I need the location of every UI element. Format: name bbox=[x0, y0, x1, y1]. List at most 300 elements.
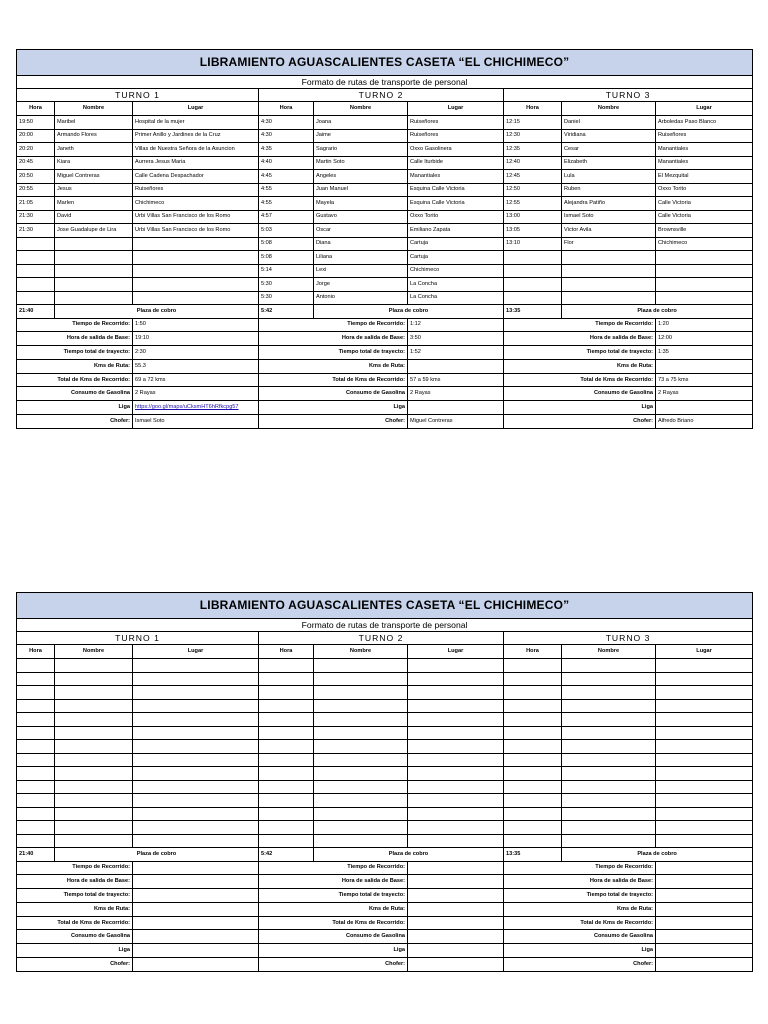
info-value[interactable]: 2 Rayas bbox=[133, 387, 259, 401]
cell-nombre[interactable] bbox=[562, 834, 656, 848]
cell-nombre[interactable]: Armando Flores bbox=[55, 129, 133, 143]
info-value[interactable]: 1:35 bbox=[656, 346, 753, 360]
info-value[interactable] bbox=[408, 889, 504, 903]
cell-hora[interactable] bbox=[17, 251, 55, 265]
cell-nombre[interactable] bbox=[562, 713, 656, 727]
route-map-link[interactable]: https://goo.gl/maps/uCksmHT6hRfkcpg57 bbox=[135, 404, 239, 411]
cell-hora[interactable] bbox=[504, 767, 562, 781]
cell-hora[interactable]: 4:30 bbox=[259, 116, 314, 130]
info-value[interactable] bbox=[133, 902, 259, 916]
cell-nombre[interactable]: Flor bbox=[562, 237, 656, 251]
cell-nombre[interactable] bbox=[562, 794, 656, 808]
cell-lugar[interactable] bbox=[133, 807, 259, 821]
cell-hora[interactable] bbox=[259, 821, 314, 835]
cell-nombre[interactable] bbox=[562, 699, 656, 713]
cell-nombre[interactable]: Elizabeth bbox=[562, 156, 656, 170]
cell-lugar[interactable]: La Concha bbox=[408, 291, 504, 305]
cell-lugar[interactable] bbox=[656, 807, 753, 821]
cell-lugar[interactable]: Aurrera Jesus Maria bbox=[133, 156, 259, 170]
cell-hora[interactable] bbox=[504, 821, 562, 835]
cell-lugar[interactable] bbox=[133, 672, 259, 686]
cell-lugar[interactable]: Manantiales bbox=[408, 170, 504, 184]
info-value[interactable] bbox=[656, 359, 753, 373]
cell-hora[interactable] bbox=[17, 767, 55, 781]
cell-hora[interactable] bbox=[504, 672, 562, 686]
cell-hora[interactable] bbox=[504, 686, 562, 700]
cell-nombre[interactable]: Lula bbox=[562, 170, 656, 184]
cell-nombre[interactable]: Joana bbox=[314, 116, 408, 130]
cell-hora[interactable]: 5:08 bbox=[259, 237, 314, 251]
cell-lugar[interactable] bbox=[656, 753, 753, 767]
cell-nombre[interactable] bbox=[55, 237, 133, 251]
cell-hora[interactable]: 20:45 bbox=[17, 156, 55, 170]
cell-lugar[interactable] bbox=[656, 834, 753, 848]
cell-nombre[interactable]: Victor Avila bbox=[562, 224, 656, 238]
info-value[interactable] bbox=[408, 930, 504, 944]
cell-nombre[interactable] bbox=[562, 753, 656, 767]
cell-nombre[interactable]: Angeles bbox=[314, 170, 408, 184]
cell-nombre[interactable] bbox=[55, 672, 133, 686]
cell-nombre[interactable] bbox=[562, 726, 656, 740]
cell-lugar[interactable] bbox=[133, 767, 259, 781]
cell-nombre[interactable]: David bbox=[55, 210, 133, 224]
cell-hora[interactable]: 12:55 bbox=[504, 197, 562, 211]
cell-lugar[interactable]: El Mezquital bbox=[656, 170, 753, 184]
cell-hora[interactable]: 4:45 bbox=[259, 170, 314, 184]
cell-nombre[interactable]: Jaime bbox=[314, 129, 408, 143]
cell-nombre[interactable] bbox=[55, 264, 133, 278]
cell-nombre[interactable]: Oscar bbox=[314, 224, 408, 238]
cell-nombre[interactable]: Cesar bbox=[562, 143, 656, 157]
info-value[interactable] bbox=[133, 861, 259, 875]
cell-lugar[interactable]: Hospital de la mujer bbox=[133, 116, 259, 130]
info-value[interactable]: 69 a 72 kms bbox=[133, 373, 259, 387]
cell-lugar[interactable] bbox=[656, 264, 753, 278]
cell-hora[interactable]: 5:14 bbox=[259, 264, 314, 278]
info-value[interactable]: 2:30 bbox=[133, 346, 259, 360]
cell-nombre[interactable] bbox=[55, 740, 133, 754]
cell-lugar[interactable] bbox=[133, 659, 259, 673]
cell-hora[interactable]: 13:10 bbox=[504, 237, 562, 251]
cell-lugar[interactable]: Primer Anillo y Jardines de la Cruz bbox=[133, 129, 259, 143]
cell-lugar[interactable] bbox=[656, 686, 753, 700]
cell-hora[interactable] bbox=[259, 780, 314, 794]
cell-nombre[interactable] bbox=[562, 291, 656, 305]
cell-lugar[interactable] bbox=[656, 699, 753, 713]
cell-lugar[interactable] bbox=[656, 740, 753, 754]
info-value[interactable]: 1:12 bbox=[408, 318, 504, 332]
cell-nombre[interactable]: Mayela bbox=[314, 197, 408, 211]
info-value[interactable] bbox=[133, 916, 259, 930]
cell-nombre[interactable] bbox=[55, 753, 133, 767]
cell-hora[interactable] bbox=[259, 686, 314, 700]
cell-lugar[interactable]: Manantiales bbox=[656, 143, 753, 157]
cell-hora[interactable]: 21:30 bbox=[17, 224, 55, 238]
info-value[interactable] bbox=[656, 944, 753, 958]
cell-hora[interactable] bbox=[17, 291, 55, 305]
cell-lugar[interactable]: Esquina Calle Victoria bbox=[408, 197, 504, 211]
cell-lugar[interactable] bbox=[408, 821, 504, 835]
cell-lugar[interactable] bbox=[656, 780, 753, 794]
cell-hora[interactable] bbox=[17, 713, 55, 727]
info-value[interactable] bbox=[408, 916, 504, 930]
cell-lugar[interactable] bbox=[408, 740, 504, 754]
cell-hora[interactable] bbox=[504, 659, 562, 673]
cell-nombre[interactable] bbox=[55, 821, 133, 835]
cell-lugar[interactable] bbox=[133, 291, 259, 305]
cell-lugar[interactable]: Chichimeco bbox=[408, 264, 504, 278]
cell-hora[interactable]: 20:55 bbox=[17, 183, 55, 197]
cell-nombre[interactable] bbox=[562, 821, 656, 835]
info-value[interactable] bbox=[656, 861, 753, 875]
cell-hora[interactable]: 13:05 bbox=[504, 224, 562, 238]
cell-nombre[interactable] bbox=[562, 278, 656, 292]
cell-nombre[interactable]: Lexi bbox=[314, 264, 408, 278]
cell-nombre[interactable] bbox=[55, 251, 133, 265]
cell-nombre[interactable] bbox=[55, 794, 133, 808]
cell-nombre[interactable]: Marlen bbox=[55, 197, 133, 211]
cell-hora[interactable] bbox=[17, 237, 55, 251]
cell-lugar[interactable] bbox=[656, 251, 753, 265]
cell-nombre[interactable] bbox=[562, 251, 656, 265]
cell-lugar[interactable] bbox=[408, 780, 504, 794]
info-value[interactable] bbox=[408, 958, 504, 972]
cell-hora[interactable]: 4:40 bbox=[259, 156, 314, 170]
cell-nombre[interactable] bbox=[562, 659, 656, 673]
cell-lugar[interactable]: Villas de Nuestra Señora de la Asuncion bbox=[133, 143, 259, 157]
cell-nombre[interactable] bbox=[562, 807, 656, 821]
cell-hora[interactable] bbox=[259, 807, 314, 821]
cell-hora[interactable] bbox=[259, 740, 314, 754]
cell-nombre[interactable] bbox=[314, 659, 408, 673]
cell-nombre[interactable] bbox=[55, 659, 133, 673]
cell-lugar[interactable] bbox=[133, 821, 259, 835]
cell-nombre[interactable]: Miguel Contreras bbox=[55, 170, 133, 184]
cell-hora[interactable] bbox=[504, 780, 562, 794]
info-value[interactable]: 57 a 59 kms bbox=[408, 373, 504, 387]
cell-hora[interactable]: 20:00 bbox=[17, 129, 55, 143]
cell-nombre[interactable]: Liliana bbox=[314, 251, 408, 265]
cell-hora[interactable] bbox=[17, 740, 55, 754]
cell-lugar[interactable] bbox=[408, 699, 504, 713]
cell-nombre[interactable] bbox=[314, 753, 408, 767]
info-value[interactable] bbox=[133, 401, 259, 415]
info-value[interactable]: Alfredo Briano bbox=[656, 415, 753, 429]
info-value[interactable] bbox=[656, 889, 753, 903]
info-value[interactable] bbox=[656, 930, 753, 944]
cell-hora[interactable]: 21:30 bbox=[17, 210, 55, 224]
cell-lugar[interactable]: Chichimeco bbox=[656, 237, 753, 251]
cell-hora[interactable] bbox=[504, 291, 562, 305]
cell-nombre[interactable] bbox=[55, 686, 133, 700]
cell-hora[interactable]: 20:20 bbox=[17, 143, 55, 157]
cell-hora[interactable] bbox=[17, 278, 55, 292]
cell-hora[interactable] bbox=[259, 659, 314, 673]
cell-lugar[interactable] bbox=[656, 821, 753, 835]
cell-nombre[interactable] bbox=[562, 767, 656, 781]
cell-hora[interactable] bbox=[504, 713, 562, 727]
cell-hora[interactable]: 12:45 bbox=[504, 170, 562, 184]
cell-nombre[interactable] bbox=[314, 726, 408, 740]
cell-nombre[interactable] bbox=[314, 699, 408, 713]
cell-lugar[interactable] bbox=[133, 834, 259, 848]
cell-lugar[interactable] bbox=[133, 726, 259, 740]
cell-nombre[interactable]: Sagrario bbox=[314, 143, 408, 157]
cell-lugar[interactable] bbox=[408, 659, 504, 673]
cell-nombre[interactable] bbox=[314, 780, 408, 794]
cell-nombre[interactable]: Antonio bbox=[314, 291, 408, 305]
cell-lugar[interactable]: Oxxo Gasolinera bbox=[408, 143, 504, 157]
cell-lugar[interactable]: Calle Victoria bbox=[656, 197, 753, 211]
cell-lugar[interactable] bbox=[656, 278, 753, 292]
cell-hora[interactable] bbox=[259, 767, 314, 781]
cell-hora[interactable] bbox=[17, 726, 55, 740]
cell-lugar[interactable] bbox=[133, 278, 259, 292]
cell-lugar[interactable] bbox=[408, 753, 504, 767]
cell-nombre[interactable] bbox=[55, 726, 133, 740]
cell-hora[interactable]: 12:15 bbox=[504, 116, 562, 130]
cell-hora[interactable]: 5:30 bbox=[259, 278, 314, 292]
info-value[interactable] bbox=[133, 889, 259, 903]
cell-lugar[interactable]: Brownsville bbox=[656, 224, 753, 238]
cell-lugar[interactable] bbox=[408, 713, 504, 727]
cell-lugar[interactable]: La Concha bbox=[408, 278, 504, 292]
cell-hora[interactable] bbox=[504, 794, 562, 808]
cell-nombre[interactable] bbox=[314, 794, 408, 808]
cell-hora[interactable]: 4:55 bbox=[259, 183, 314, 197]
cell-nombre[interactable] bbox=[314, 686, 408, 700]
cell-nombre[interactable] bbox=[55, 834, 133, 848]
cell-hora[interactable]: 5:03 bbox=[259, 224, 314, 238]
cell-nombre[interactable] bbox=[562, 780, 656, 794]
info-value[interactable] bbox=[656, 875, 753, 889]
cell-hora[interactable] bbox=[504, 278, 562, 292]
cell-lugar[interactable]: Calle Victoria bbox=[656, 210, 753, 224]
info-value[interactable] bbox=[408, 902, 504, 916]
cell-lugar[interactable]: Ruiseñores bbox=[133, 183, 259, 197]
cell-nombre[interactable] bbox=[314, 740, 408, 754]
cell-nombre[interactable]: Janeth bbox=[55, 143, 133, 157]
cell-hora[interactable] bbox=[259, 753, 314, 767]
cell-hora[interactable] bbox=[504, 251, 562, 265]
info-value[interactable]: 1:52 bbox=[408, 346, 504, 360]
info-value[interactable] bbox=[408, 944, 504, 958]
cell-hora[interactable] bbox=[17, 264, 55, 278]
cell-hora[interactable]: 19:50 bbox=[17, 116, 55, 130]
cell-nombre[interactable] bbox=[55, 780, 133, 794]
cell-lugar[interactable] bbox=[133, 740, 259, 754]
cell-lugar[interactable]: Cartuja bbox=[408, 251, 504, 265]
info-value[interactable] bbox=[408, 861, 504, 875]
cell-nombre[interactable]: Kiara bbox=[55, 156, 133, 170]
cell-lugar[interactable] bbox=[133, 713, 259, 727]
cell-lugar[interactable] bbox=[656, 713, 753, 727]
info-value[interactable]: Ismael Soto bbox=[133, 415, 259, 429]
cell-lugar[interactable]: Ruiseñores bbox=[408, 116, 504, 130]
cell-hora[interactable]: 4:35 bbox=[259, 143, 314, 157]
cell-lugar[interactable] bbox=[133, 753, 259, 767]
info-value[interactable]: 2 Rayas bbox=[408, 387, 504, 401]
info-value[interactable] bbox=[133, 875, 259, 889]
cell-nombre[interactable]: Daniel bbox=[562, 116, 656, 130]
info-value[interactable]: 12:00 bbox=[656, 332, 753, 346]
info-value[interactable]: 2 Rayas bbox=[656, 387, 753, 401]
cell-lugar[interactable] bbox=[133, 780, 259, 794]
cell-hora[interactable] bbox=[504, 699, 562, 713]
cell-hora[interactable] bbox=[17, 753, 55, 767]
info-value[interactable]: Miguel Contreras bbox=[408, 415, 504, 429]
cell-hora[interactable] bbox=[504, 834, 562, 848]
cell-hora[interactable] bbox=[259, 834, 314, 848]
cell-nombre[interactable]: Ruben bbox=[562, 183, 656, 197]
cell-hora[interactable] bbox=[259, 726, 314, 740]
cell-nombre[interactable]: Jorge bbox=[314, 278, 408, 292]
info-value[interactable]: 1:20 bbox=[656, 318, 753, 332]
cell-lugar[interactable]: Emiliano Zapata bbox=[408, 224, 504, 238]
cell-hora[interactable] bbox=[17, 834, 55, 848]
cell-nombre[interactable] bbox=[314, 672, 408, 686]
cell-lugar[interactable] bbox=[133, 251, 259, 265]
cell-hora[interactable] bbox=[17, 699, 55, 713]
cell-nombre[interactable] bbox=[55, 699, 133, 713]
info-value[interactable] bbox=[408, 875, 504, 889]
cell-nombre[interactable]: Alejandra Patiño bbox=[562, 197, 656, 211]
cell-nombre[interactable] bbox=[562, 264, 656, 278]
cell-lugar[interactable] bbox=[408, 767, 504, 781]
cell-lugar[interactable]: Esquina Calle Victoria bbox=[408, 183, 504, 197]
cell-nombre[interactable]: Maribel bbox=[55, 116, 133, 130]
cell-lugar[interactable] bbox=[408, 834, 504, 848]
cell-nombre[interactable] bbox=[314, 767, 408, 781]
cell-hora[interactable]: 4:30 bbox=[259, 129, 314, 143]
cell-nombre[interactable] bbox=[314, 713, 408, 727]
cell-hora[interactable] bbox=[17, 794, 55, 808]
cell-nombre[interactable]: Jose Guadalupe de Lira bbox=[55, 224, 133, 238]
cell-lugar[interactable]: Arboledas Paso Blanco bbox=[656, 116, 753, 130]
cell-nombre[interactable]: Diana bbox=[314, 237, 408, 251]
cell-hora[interactable] bbox=[17, 821, 55, 835]
cell-lugar[interactable] bbox=[133, 237, 259, 251]
cell-nombre[interactable] bbox=[55, 767, 133, 781]
cell-hora[interactable]: 12:50 bbox=[504, 183, 562, 197]
info-value[interactable] bbox=[656, 916, 753, 930]
cell-lugar[interactable]: Oxxo Torito bbox=[408, 210, 504, 224]
cell-hora[interactable] bbox=[259, 713, 314, 727]
cell-nombre[interactable] bbox=[55, 713, 133, 727]
cell-nombre[interactable] bbox=[562, 686, 656, 700]
cell-hora[interactable]: 12:40 bbox=[504, 156, 562, 170]
cell-nombre[interactable] bbox=[314, 807, 408, 821]
cell-nombre[interactable]: Juan Manuel bbox=[314, 183, 408, 197]
cell-hora[interactable] bbox=[259, 672, 314, 686]
cell-nombre[interactable]: Viridiana bbox=[562, 129, 656, 143]
cell-hora[interactable]: 4:55 bbox=[259, 197, 314, 211]
info-value[interactable] bbox=[133, 958, 259, 972]
cell-nombre[interactable]: Jesus bbox=[55, 183, 133, 197]
cell-lugar[interactable] bbox=[408, 686, 504, 700]
cell-lugar[interactable]: Manantiales bbox=[656, 156, 753, 170]
cell-lugar[interactable] bbox=[408, 726, 504, 740]
cell-nombre[interactable]: Ismael Soto bbox=[562, 210, 656, 224]
cell-lugar[interactable]: Oxxo Torito bbox=[656, 183, 753, 197]
cell-lugar[interactable]: Urbi Villas San Francisco de los Romo bbox=[133, 224, 259, 238]
cell-lugar[interactable] bbox=[656, 659, 753, 673]
cell-lugar[interactable] bbox=[408, 672, 504, 686]
cell-hora[interactable] bbox=[17, 780, 55, 794]
cell-hora[interactable] bbox=[504, 753, 562, 767]
cell-lugar[interactable] bbox=[133, 264, 259, 278]
cell-lugar[interactable] bbox=[656, 291, 753, 305]
info-value[interactable] bbox=[656, 401, 753, 415]
cell-lugar[interactable]: Chichimeco bbox=[133, 197, 259, 211]
cell-lugar[interactable] bbox=[133, 686, 259, 700]
cell-lugar[interactable] bbox=[408, 794, 504, 808]
cell-nombre[interactable]: Martin Soto bbox=[314, 156, 408, 170]
info-value[interactable]: 73 a 75 kms bbox=[656, 373, 753, 387]
cell-hora[interactable]: 12:35 bbox=[504, 143, 562, 157]
cell-nombre[interactable] bbox=[314, 834, 408, 848]
cell-nombre[interactable] bbox=[55, 291, 133, 305]
cell-hora[interactable]: 12:30 bbox=[504, 129, 562, 143]
info-value[interactable] bbox=[133, 930, 259, 944]
cell-hora[interactable]: 13:00 bbox=[504, 210, 562, 224]
cell-lugar[interactable] bbox=[133, 699, 259, 713]
cell-hora[interactable] bbox=[17, 659, 55, 673]
cell-lugar[interactable]: Cartuja bbox=[408, 237, 504, 251]
info-value[interactable] bbox=[133, 944, 259, 958]
cell-hora[interactable]: 4:57 bbox=[259, 210, 314, 224]
cell-hora[interactable] bbox=[504, 807, 562, 821]
cell-nombre[interactable] bbox=[55, 278, 133, 292]
cell-hora[interactable] bbox=[17, 807, 55, 821]
cell-hora[interactable] bbox=[504, 740, 562, 754]
cell-nombre[interactable] bbox=[55, 807, 133, 821]
info-value[interactable]: 19:10 bbox=[133, 332, 259, 346]
cell-lugar[interactable]: Ruiseñores bbox=[408, 129, 504, 143]
cell-lugar[interactable] bbox=[656, 767, 753, 781]
info-value[interactable]: 3:50 bbox=[408, 332, 504, 346]
cell-lugar[interactable]: Calle Cadena Despachador bbox=[133, 170, 259, 184]
cell-lugar[interactable] bbox=[408, 807, 504, 821]
cell-lugar[interactable] bbox=[656, 672, 753, 686]
cell-lugar[interactable]: Urbi Villas San Francisco de los Romo bbox=[133, 210, 259, 224]
info-value[interactable] bbox=[656, 902, 753, 916]
cell-hora[interactable] bbox=[504, 726, 562, 740]
cell-lugar[interactable] bbox=[133, 794, 259, 808]
cell-hora[interactable] bbox=[259, 699, 314, 713]
cell-hora[interactable]: 5:30 bbox=[259, 291, 314, 305]
cell-lugar[interactable]: Ruiseñores bbox=[656, 129, 753, 143]
cell-lugar[interactable]: Calle Iturbide bbox=[408, 156, 504, 170]
cell-nombre[interactable] bbox=[314, 821, 408, 835]
info-value[interactable] bbox=[408, 401, 504, 415]
cell-nombre[interactable] bbox=[562, 740, 656, 754]
cell-hora[interactable] bbox=[17, 686, 55, 700]
cell-hora[interactable]: 21:05 bbox=[17, 197, 55, 211]
cell-hora[interactable] bbox=[17, 672, 55, 686]
info-value[interactable] bbox=[656, 958, 753, 972]
cell-nombre[interactable]: Gustavo bbox=[314, 210, 408, 224]
info-value[interactable] bbox=[408, 359, 504, 373]
cell-hora[interactable] bbox=[259, 794, 314, 808]
info-value[interactable]: 1:50 bbox=[133, 318, 259, 332]
info-value[interactable]: 55.3 bbox=[133, 359, 259, 373]
cell-lugar[interactable] bbox=[656, 726, 753, 740]
cell-hora[interactable]: 5:08 bbox=[259, 251, 314, 265]
cell-hora[interactable]: 20:50 bbox=[17, 170, 55, 184]
cell-lugar[interactable] bbox=[656, 794, 753, 808]
cell-nombre[interactable] bbox=[562, 672, 656, 686]
